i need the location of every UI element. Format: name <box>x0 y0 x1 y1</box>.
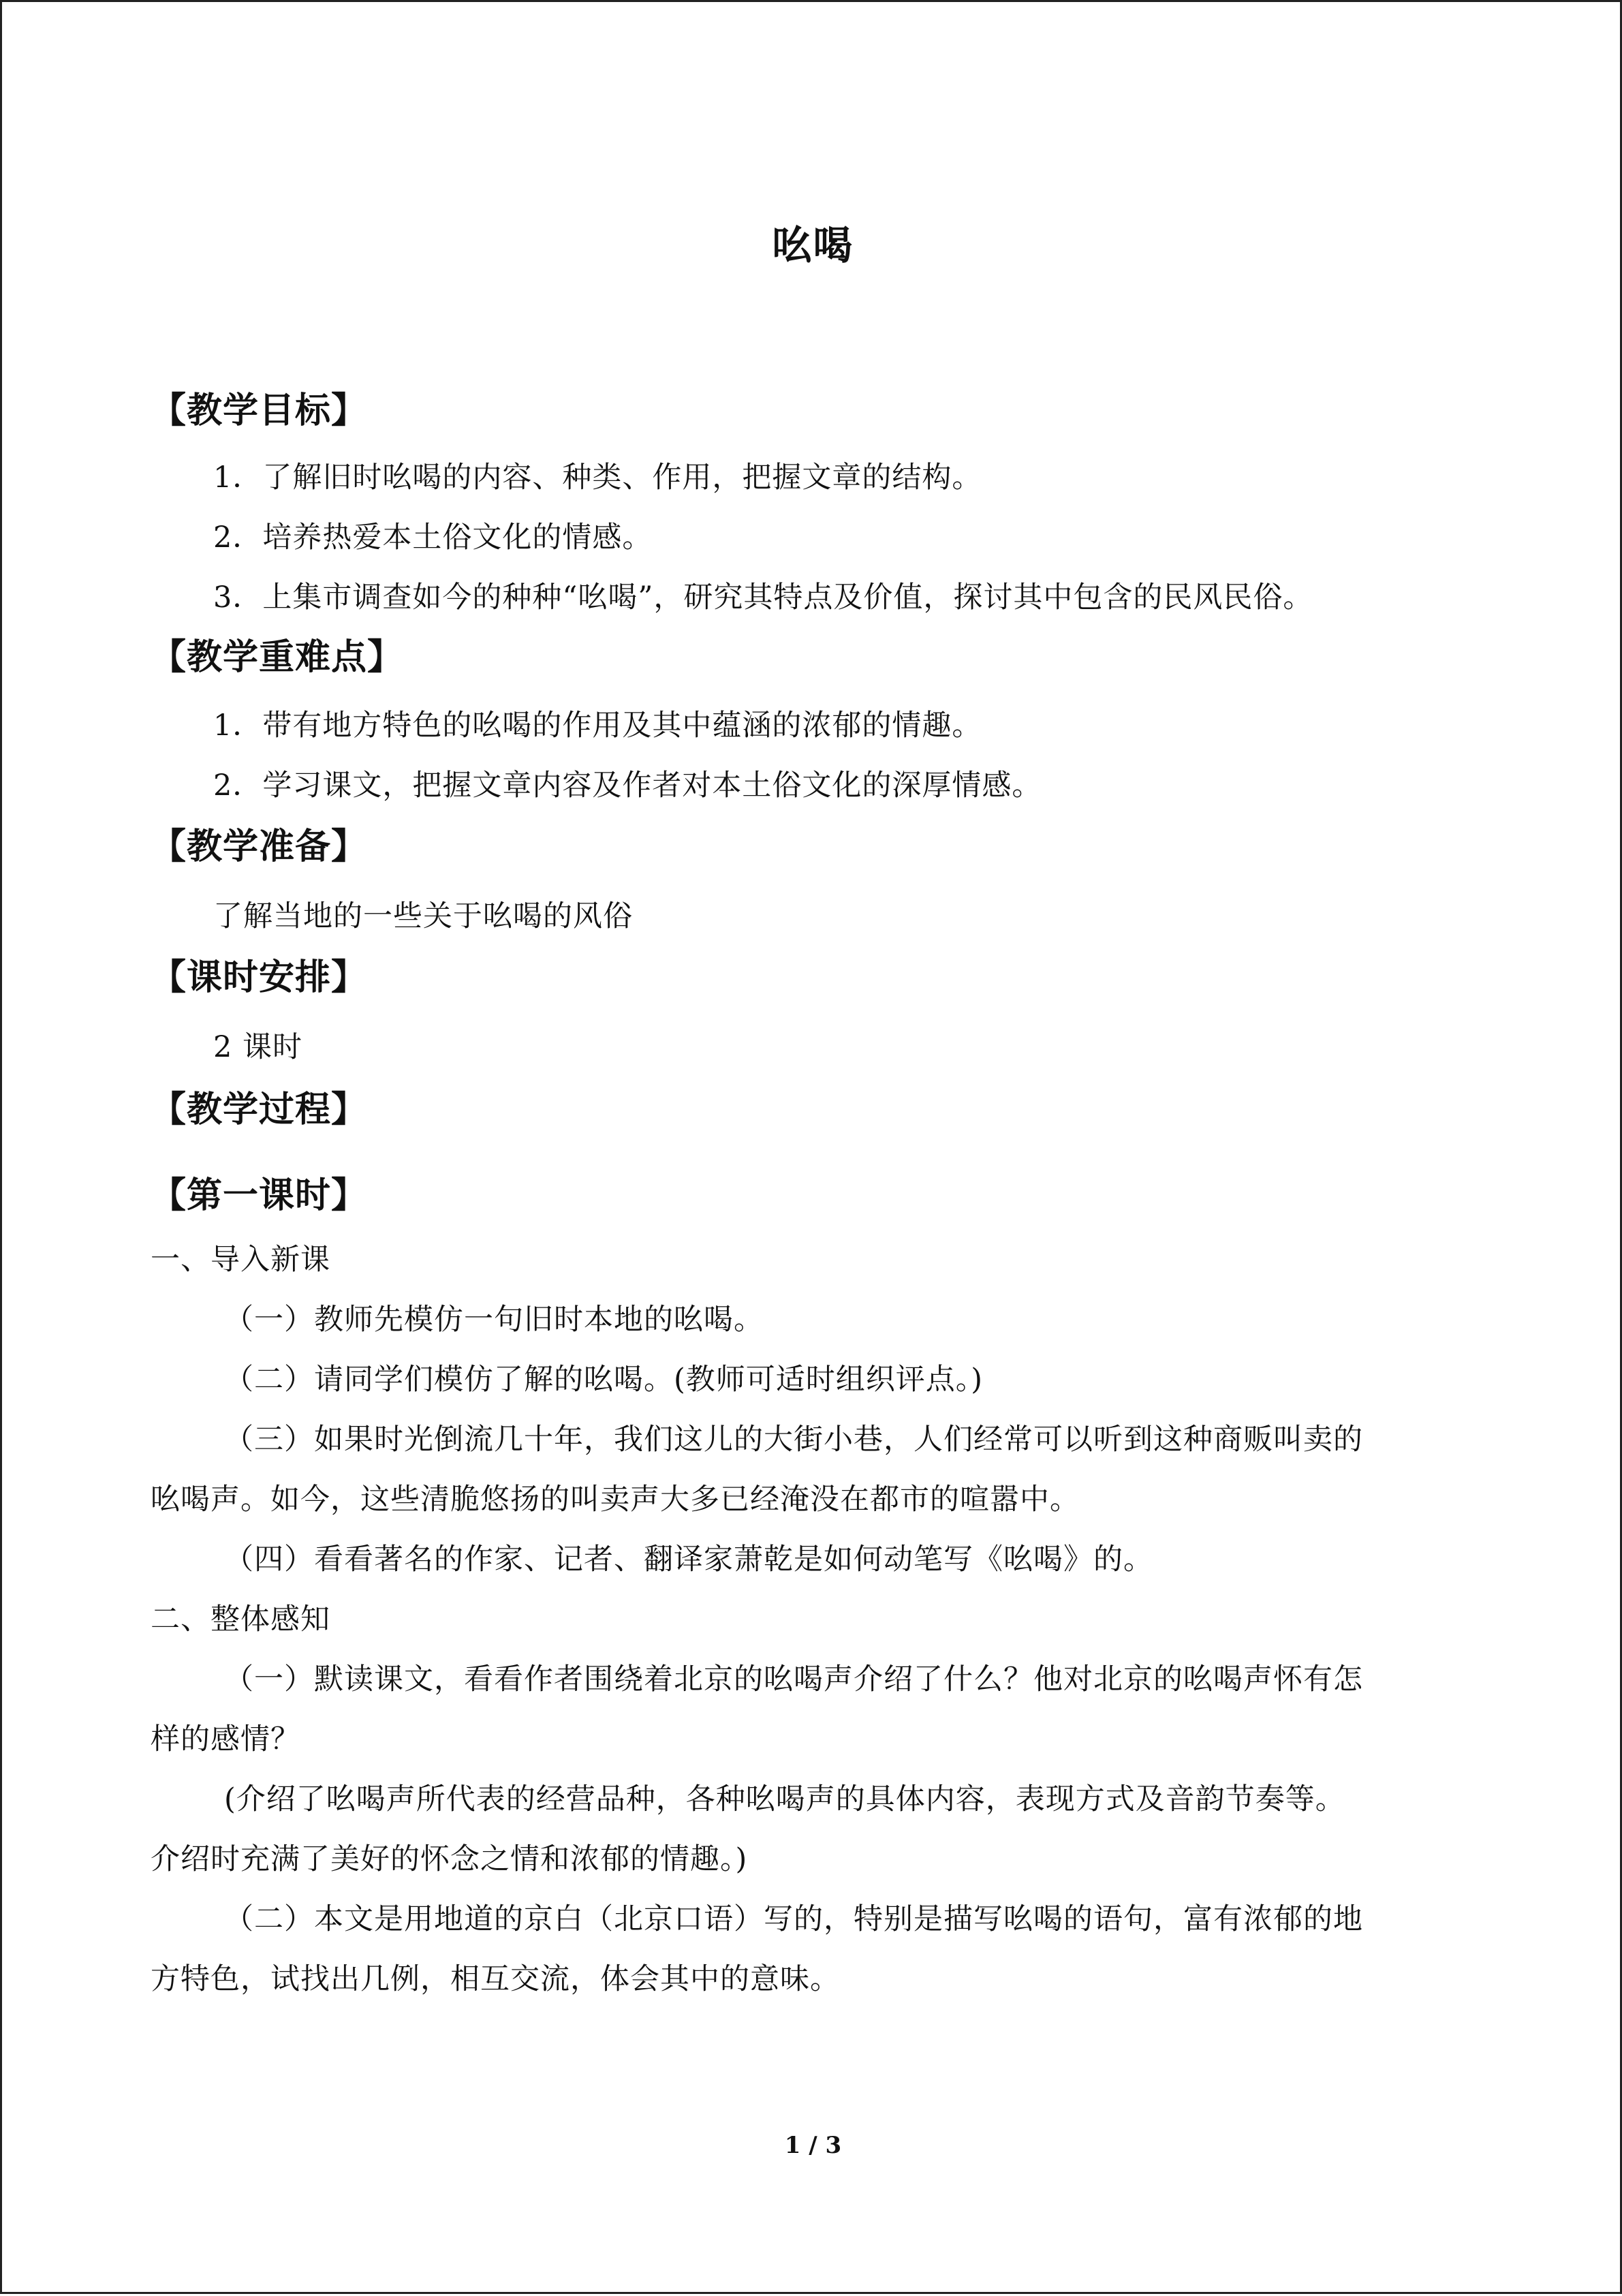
section2-question-2-cont: 方特色，试找出几例，相互交流，体会其中的意味。 <box>151 1962 840 1996</box>
heading-preparation: 【教学准备】 <box>151 826 368 867</box>
goal-item-1: 1．了解旧时吆喝的内容、种类、作用，把握文章的结构。 <box>213 461 982 495</box>
section2-answer-1-cont: 介绍时充满了美好的怀念之情和浓郁的情趣。) <box>151 1842 748 1876</box>
section1-item-2: （二）请同学们模仿了解的吆喝。(教师可适时组织评点。) <box>224 1363 984 1397</box>
preparation-text: 了解当地的一些关于吆喝的风俗 <box>213 899 633 933</box>
section1-item-1: （一）教师先模仿一句旧时本地的吆喝。 <box>224 1303 764 1337</box>
section2-question-2: （二）本文是用地道的京白（北京口语）写的，特别是描写吆喝的语句，富有浓郁的地 <box>224 1902 1363 1936</box>
section1-title: 一、导入新课 <box>151 1243 330 1277</box>
section1-item-3-cont: 吆喝声。如今，这些清脆悠扬的叫卖声大多已经淹没在都市的喧嚣中。 <box>151 1483 1080 1517</box>
document-content <box>151 384 1459 2000</box>
document-page <box>2 2 1622 2296</box>
page-title: 吆喝 <box>772 222 854 268</box>
heading-difficulties: 【教学重难点】 <box>151 637 404 678</box>
heading-process: 【教学过程】 <box>151 1089 368 1130</box>
difficulty-item-1: 1．带有地方特色的吆喝的作用及其中蕴涵的浓郁的情趣。 <box>213 709 982 743</box>
section2-question-1-cont: 样的感情？ <box>151 1722 300 1756</box>
goal-item-2: 2．培养热爱本土俗文化的情感。 <box>213 521 653 555</box>
section2-question-1: （一）默读课文，看看作者围绕着北京的吆喝声介绍了什么？他对北京的吆喝声怀有怎 <box>224 1662 1363 1696</box>
section1-item-3: （三）如果时光倒流几十年，我们这儿的大街小巷，人们经常可以听到这种商贩叫卖的 <box>224 1423 1363 1457</box>
schedule-text: 2 课时 <box>213 1030 303 1064</box>
section1-item-4: （四）看看著名的作家、记者、翻译家萧乾是如何动笔写《吆喝》的。 <box>224 1542 1153 1577</box>
page-number: 1 / 3 <box>784 2132 842 2159</box>
heading-schedule: 【课时安排】 <box>151 957 368 998</box>
difficulty-item-2: 2．学习课文，把握文章内容及作者对本土俗文化的深厚情感。 <box>213 769 1042 803</box>
goal-item-3: 3．上集市调查如今的种种“吆喝”，研究其特点及价值，探讨其中包含的民风民俗。 <box>213 580 1313 615</box>
section2-answer-1: (介绍了吆喝声所代表的经营品种，各种吆喝声的具体内容，表现方式及音韵节奏等。 <box>224 1782 1345 1816</box>
section2-title: 二、整体感知 <box>151 1602 330 1636</box>
heading-lesson1: 【第一课时】 <box>151 1175 368 1216</box>
heading-goals: 【教学目标】 <box>151 390 368 431</box>
